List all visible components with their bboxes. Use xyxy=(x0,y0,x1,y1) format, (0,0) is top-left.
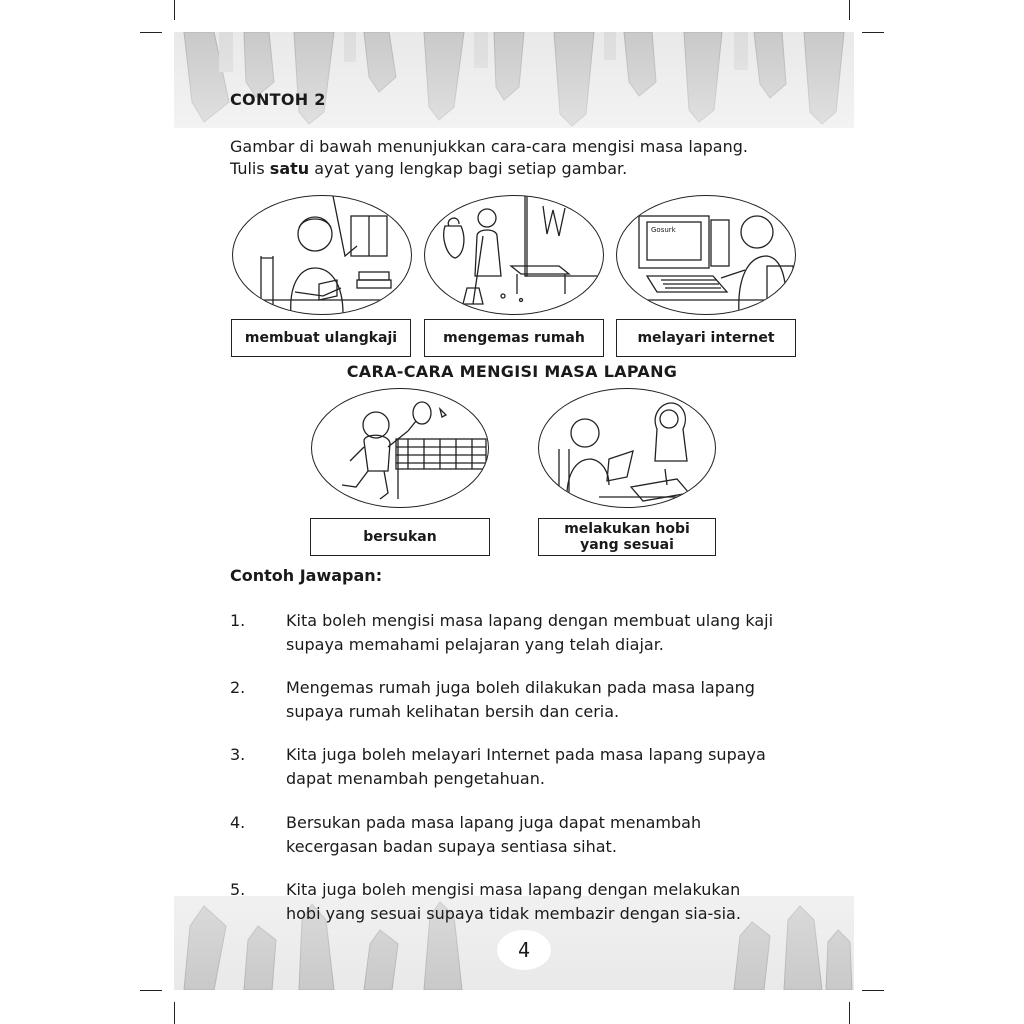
label-studying: membuat ulangkaji xyxy=(231,319,411,357)
instruction-line-2: Tulis satu ayat yang lengkap bagi setiap gambar. xyxy=(230,159,628,178)
label-sports: bersukan xyxy=(310,518,490,556)
label-cleaning: mengemas rumah xyxy=(424,319,604,357)
answer-number: 3. xyxy=(230,745,246,764)
answer-line: hobi yang sesuai supaya tidak membazir dengan sia-sia. xyxy=(286,904,741,923)
answer-line: supaya rumah kelihatan bersih dan ceria. xyxy=(286,702,620,721)
crop-mark xyxy=(174,1002,175,1024)
picture-cleaning xyxy=(424,195,604,315)
label-hobby xyxy=(538,518,716,556)
answer-line: Kita juga boleh mengisi masa lapang dengan melakukan xyxy=(286,880,741,899)
crop-mark xyxy=(174,0,175,20)
screen-text: Gosurk xyxy=(651,226,676,234)
crop-mark xyxy=(140,990,162,991)
answer-line: kecergasan badan supaya sentiasa sihat. xyxy=(286,837,617,856)
emphasis-satu: satu xyxy=(269,159,310,178)
page-number: 4 xyxy=(497,930,551,970)
crop-mark xyxy=(862,32,884,33)
pencil-border-top xyxy=(174,32,854,128)
crop-mark xyxy=(849,0,850,20)
answer-line: Kita juga boleh melayari Internet pada masa lapang supaya xyxy=(286,745,766,764)
answer-number: 2. xyxy=(230,678,246,697)
answer-line: supaya memahami pelajaran yang telah diajar. xyxy=(286,635,664,654)
picture-internet xyxy=(616,195,796,315)
page-title: CONTOH 2 xyxy=(230,90,326,109)
crop-mark xyxy=(140,32,162,33)
section-heading: CARA-CARA MENGISI MASA LAPANG xyxy=(346,362,678,381)
picture-hobby xyxy=(538,388,716,508)
label-hobby-line-2: yang sesuai xyxy=(580,537,674,553)
answer-line: dapat menambah pengetahuan. xyxy=(286,769,545,788)
answers-title: Contoh Jawapan: xyxy=(230,566,383,585)
instruction-line-1: Gambar di bawah menunjukkan cara-cara mengisi masa lapang. xyxy=(230,137,748,156)
picture-studying xyxy=(232,195,412,315)
crop-mark xyxy=(849,1002,850,1024)
label-internet: melayari internet xyxy=(616,319,796,357)
answer-number: 5. xyxy=(230,880,246,899)
answer-line: Bersukan pada masa lapang juga dapat menambah xyxy=(286,813,702,832)
answer-line: Kita boleh mengisi masa lapang dengan membuat ulang kaji xyxy=(286,611,774,630)
crop-mark xyxy=(862,990,884,991)
label-hobby-line-1: melakukan hobi xyxy=(564,521,690,537)
answer-line: Mengemas rumah juga boleh dilakukan pada masa lapang xyxy=(286,678,755,697)
picture-sports xyxy=(311,388,489,508)
answer-number: 4. xyxy=(230,813,246,832)
instructions xyxy=(230,136,830,180)
answer-number: 1. xyxy=(230,611,246,630)
